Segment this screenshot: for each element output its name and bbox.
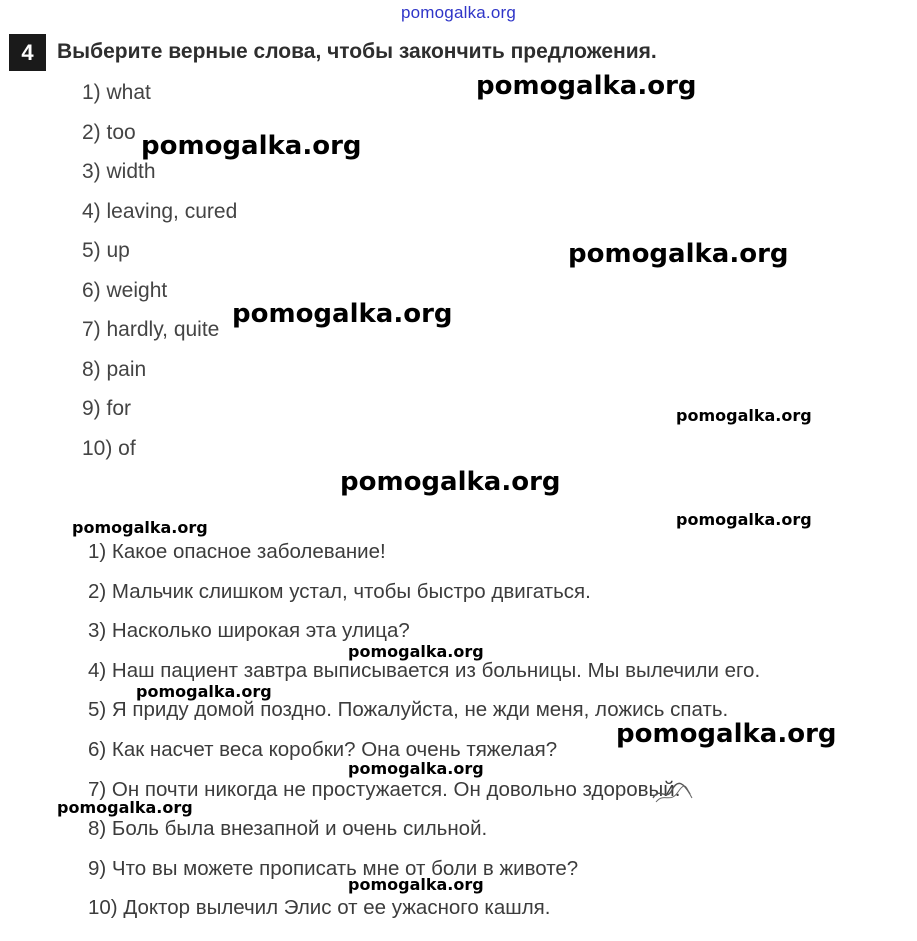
translation-item: 7) Он почти никогда не простужается. Он довольно здоровый. xyxy=(88,778,681,801)
answer-item: 4) leaving, cured xyxy=(82,200,238,223)
watermark-text: pomogalka.org xyxy=(136,682,272,701)
answer-item: 5) up xyxy=(82,239,130,262)
answer-item: 2) too xyxy=(82,121,136,144)
translation-item: 4) Наш пациент завтра выписывается из больницы. Мы вылечили его. xyxy=(88,659,761,682)
watermark-text: pomogalka.org xyxy=(340,467,561,497)
scribble-mark xyxy=(650,780,694,806)
watermark-text: pomogalka.org xyxy=(348,642,484,661)
watermark-text: pomogalka.org xyxy=(568,239,789,269)
answer-item: 10) of xyxy=(82,437,136,460)
watermark-text: pomogalka.org xyxy=(348,759,484,778)
answer-item: 7) hardly, quite xyxy=(82,318,220,341)
translation-item: 9) Что вы можете прописать мне от боли в животе? xyxy=(88,857,579,880)
watermark-text: pomogalka.org xyxy=(72,518,208,537)
translation-item: 10) Доктор вылечил Элис от ее ужасного кашля. xyxy=(88,896,551,919)
answer-item: 3) width xyxy=(82,160,156,183)
translation-item: 3) Насколько широкая эта улица? xyxy=(88,619,410,642)
answer-item: 1) what xyxy=(82,81,151,104)
watermark-text: pomogalka.org xyxy=(348,875,484,894)
translation-item: 1) Какое опасное заболевание! xyxy=(88,540,386,563)
answer-item: 6) weight xyxy=(82,279,168,302)
watermark-text: pomogalka.org xyxy=(57,798,193,817)
translation-item: 5) Я приду домой поздно. Пожалуйста, не жди меня, ложись спать. xyxy=(88,698,729,721)
watermark-text: pomogalka.org xyxy=(476,71,697,101)
watermark-text: pomogalka.org xyxy=(676,406,812,425)
watermark-text: pomogalka.org xyxy=(141,131,362,161)
task-number-badge: 4 xyxy=(9,34,46,71)
translation-item: 6) Как насчет веса коробки? Она очень тяжелая? xyxy=(88,738,558,761)
task-title: Выберите верные слова, чтобы закончить предложения. xyxy=(57,40,657,63)
watermark-text: pomogalka.org xyxy=(676,510,812,529)
translation-item: 8) Боль была внезапной и очень сильной. xyxy=(88,817,488,840)
site-link[interactable]: pomogalka.org xyxy=(400,3,517,22)
translation-item: 2) Мальчик слишком устал, чтобы быстро двигаться. xyxy=(88,580,591,603)
watermark-text: pomogalka.org xyxy=(616,719,837,749)
answer-item: 8) pain xyxy=(82,358,147,381)
answer-item: 9) for xyxy=(82,397,132,420)
watermark-text: pomogalka.org xyxy=(232,299,453,329)
